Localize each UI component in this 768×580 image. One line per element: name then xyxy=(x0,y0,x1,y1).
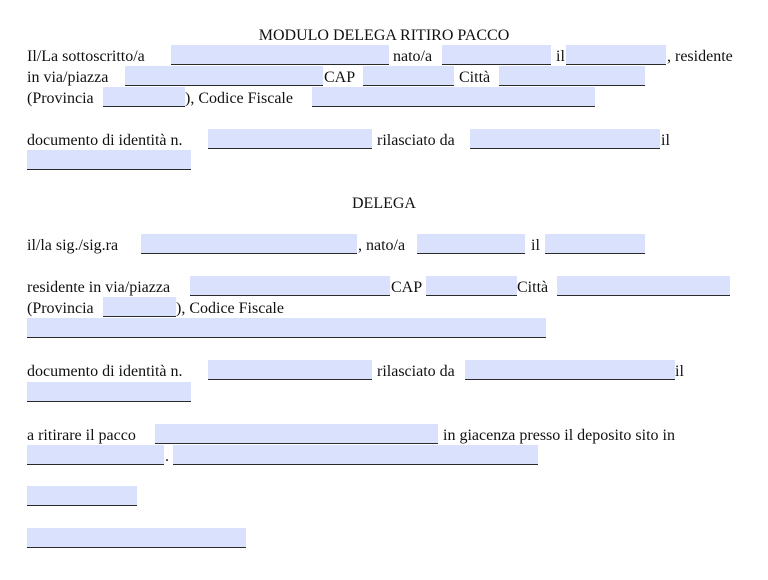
delegato-nato-label: , nato/a xyxy=(358,237,406,254)
delegato-citta-label: Città xyxy=(517,279,549,296)
delegante-city-field[interactable] xyxy=(499,66,645,86)
giacenza-label: in giacenza presso il deposito sito in xyxy=(443,427,675,444)
package-field[interactable] xyxy=(155,424,438,444)
cap-label: CAP xyxy=(324,69,356,86)
sig-label: il/la sig./sig.ra xyxy=(27,237,119,254)
delegato-province-field[interactable] xyxy=(103,297,176,317)
delegato-tax-code-field[interactable] xyxy=(27,318,546,338)
delegante-name-field[interactable] xyxy=(171,45,389,65)
rilasciato-label: rilasciato da xyxy=(377,132,455,149)
citta-label: Città xyxy=(459,69,491,86)
delegante-issuer-field[interactable] xyxy=(470,129,660,149)
delegato-issuer-field[interactable] xyxy=(465,360,675,380)
form-title: MODULO DELEGA RITIRO PACCO xyxy=(258,27,510,44)
sottoscritto-label: Il/La sottoscritto/a xyxy=(27,48,145,65)
dot-separator: . xyxy=(165,448,169,465)
delegato-birthdate-field[interactable] xyxy=(545,234,645,254)
il-doc-label: il xyxy=(661,132,670,149)
residente-label: , residente xyxy=(667,48,733,65)
delegato-provincia-label: (Provincia xyxy=(27,300,94,317)
via-label: in via/piazza xyxy=(27,69,109,86)
delegato-documento-label: documento di identità n. xyxy=(27,363,183,380)
delegante-province-field[interactable] xyxy=(103,87,185,107)
signature-field[interactable] xyxy=(27,528,246,548)
delegante-birthdate-field[interactable] xyxy=(566,45,666,65)
delegato-codice-fiscale-label: ), Codice Fiscale xyxy=(176,300,284,317)
delegante-birthplace-field[interactable] xyxy=(442,45,551,65)
delegato-il-label: il xyxy=(531,237,540,254)
codice-fiscale-label: ), Codice Fiscale xyxy=(185,90,293,107)
delegato-issue-date-field[interactable] xyxy=(27,382,191,402)
delegante-cap-field[interactable] xyxy=(363,66,454,86)
ritirare-label: a ritirare il pacco xyxy=(27,427,136,444)
il-label: il xyxy=(556,48,565,65)
delegato-il-doc-label: il xyxy=(675,363,684,380)
delegante-address-field[interactable] xyxy=(125,66,323,86)
date-field[interactable] xyxy=(27,486,137,506)
delega-heading: DELEGA xyxy=(352,195,416,212)
delegato-birthplace-field[interactable] xyxy=(417,234,525,254)
delegato-address-field[interactable] xyxy=(190,276,390,296)
deposit-city-field[interactable] xyxy=(27,445,164,465)
delegante-document-number-field[interactable] xyxy=(208,129,372,149)
provincia-label: (Provincia xyxy=(27,90,94,107)
delegato-cap-field[interactable] xyxy=(426,276,517,296)
delegato-name-field[interactable] xyxy=(141,234,357,254)
deposit-address-field[interactable] xyxy=(173,445,538,465)
delegato-rilasciato-label: rilasciato da xyxy=(377,363,455,380)
delegato-cap-label: CAP xyxy=(391,279,423,296)
delegante-issue-date-field[interactable] xyxy=(27,150,191,170)
delegato-via-label: residente in via/piazza xyxy=(27,279,171,296)
delegante-tax-code-field[interactable] xyxy=(312,87,595,107)
documento-label: documento di identità n. xyxy=(27,132,183,149)
delegato-document-number-field[interactable] xyxy=(208,360,372,380)
delegato-city-field[interactable] xyxy=(557,276,730,296)
nato-label: nato/a xyxy=(393,48,433,65)
